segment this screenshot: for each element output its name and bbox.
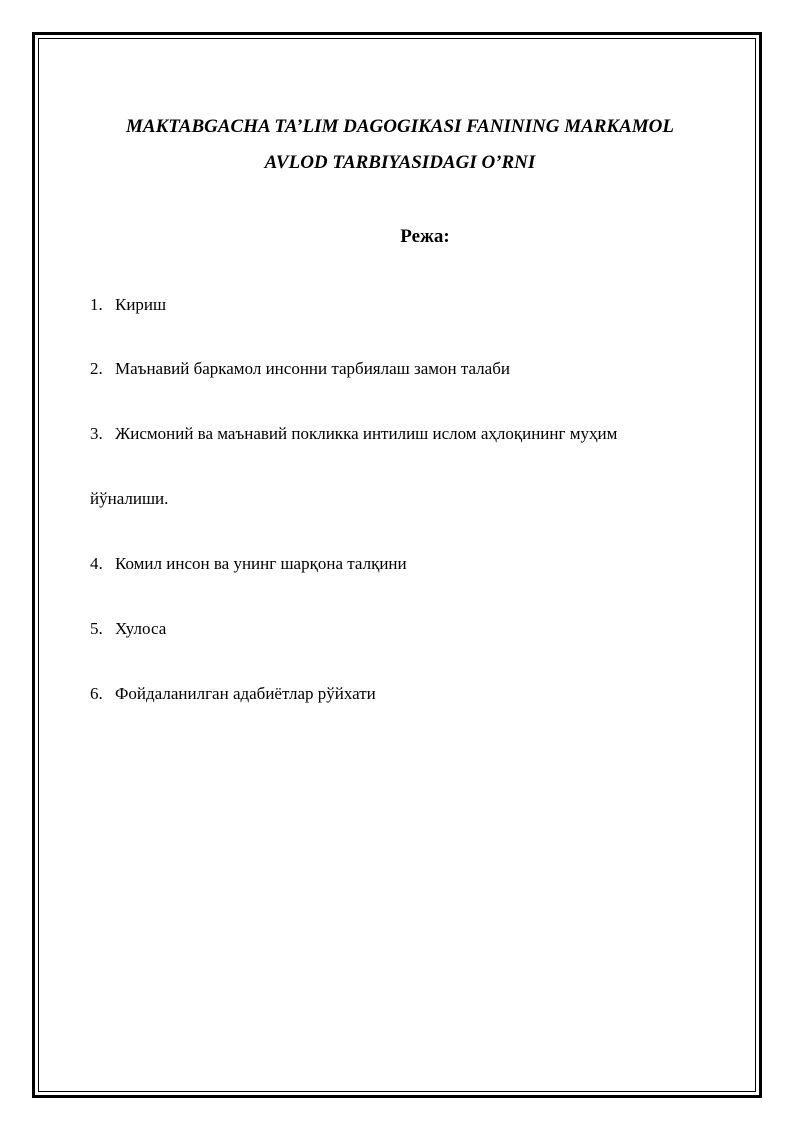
plan-item-number: 1.: [90, 295, 103, 314]
plan-item-4: [90, 552, 407, 576]
plan-item-text: Жисмоний ва маънавий покликка интилиш ислом аҳлоқининг муҳим: [115, 424, 618, 443]
plan-item-number: 5.: [90, 619, 103, 638]
plan-item-number: 2.: [90, 359, 103, 378]
plan-item-3-continuation: йўналиши.: [90, 489, 169, 508]
plan-item-text: Хулоса: [115, 619, 167, 638]
plan-item-text: Маънавий баркамол инсонни тарбиялаш замон талаби: [115, 359, 510, 378]
plan-item-5: [90, 617, 166, 641]
document-title-line-1: MAKTABGACHA TA’LIM DAGOGIKASI FANINING MARKAMOL: [126, 116, 674, 137]
plan-item-text: Кириш: [115, 295, 167, 314]
document-title-line-2: AVLOD TARBIYASIDAGI O’RNI: [264, 152, 536, 173]
plan-item-number: 6.: [90, 684, 103, 703]
plan-item-1: [90, 293, 166, 317]
plan-item-3: [90, 422, 617, 446]
plan-heading: Режа:: [400, 226, 450, 247]
plan-item-text: Комил инсон ва унинг шарқона талқини: [115, 554, 407, 573]
plan-item-number: 4.: [90, 554, 103, 573]
plan-item-text: Фойдаланилган адабиётлар рўйхати: [115, 684, 376, 703]
plan-item-6: [90, 682, 376, 706]
plan-item-number: 3.: [90, 424, 103, 443]
plan-item-2: [90, 357, 510, 381]
